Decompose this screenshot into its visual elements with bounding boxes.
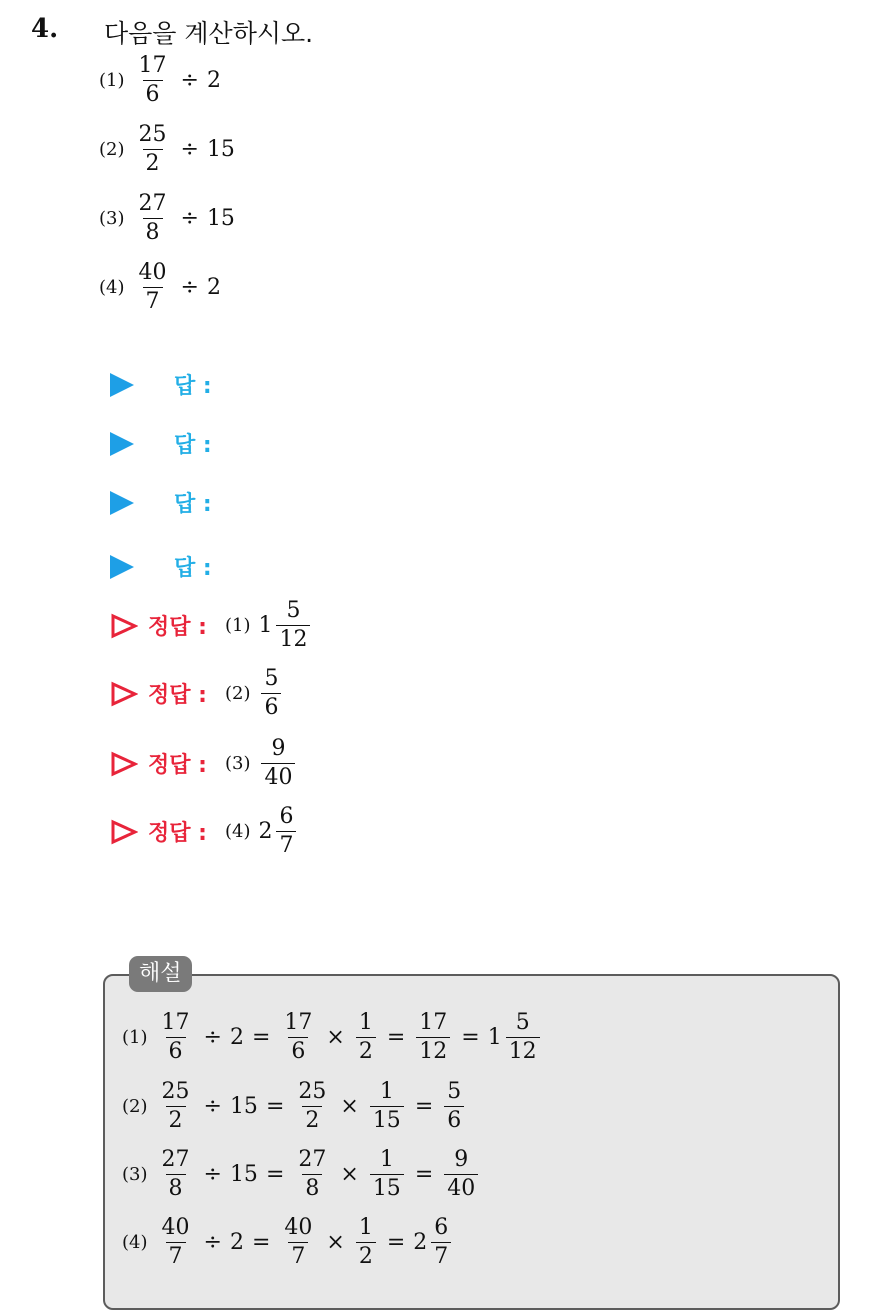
question-text: 다음을 계산하시오. — [104, 19, 314, 48]
divisor: 2 — [206, 275, 221, 300]
denominator: 6 — [166, 1037, 186, 1063]
fraction — [261, 738, 295, 789]
denominator: 7 — [276, 831, 296, 857]
whole-part: 2 — [258, 819, 273, 844]
divisor: 15 — [206, 137, 235, 162]
fraction — [444, 1149, 478, 1200]
correct-label: 정답 : — [148, 753, 207, 778]
divisor: 2 — [229, 1230, 244, 1255]
fraction — [356, 1217, 376, 1268]
fraction — [506, 1012, 540, 1063]
answer-label: 답 : — [174, 374, 212, 399]
denominator: 8 — [143, 218, 163, 244]
denominator: 7 — [288, 1242, 308, 1268]
explanation-line-3 — [122, 1149, 481, 1200]
correct-answer-2 — [110, 668, 284, 719]
fraction — [281, 1217, 315, 1268]
numerator: 5 — [286, 598, 301, 623]
answer-number: (4) — [224, 821, 251, 842]
answer-number: (1) — [224, 615, 251, 636]
outline-triangle-icon — [110, 751, 138, 777]
answer-row-4[interactable] — [110, 551, 212, 582]
equals-sign: = — [414, 1162, 434, 1187]
fraction — [159, 1081, 193, 1132]
fraction — [295, 1081, 329, 1132]
problem-4 — [99, 262, 221, 313]
divisor: 2 — [229, 1025, 244, 1050]
fraction — [159, 1217, 193, 1268]
correct-label: 정답 : — [148, 683, 207, 708]
answer-number: (3) — [224, 753, 251, 774]
whole-part: 1 — [258, 613, 273, 638]
correct-value — [225, 668, 285, 719]
explanation-line-1 — [122, 1012, 543, 1063]
fraction — [136, 55, 170, 106]
problem-label: (2) — [99, 139, 125, 160]
fraction — [281, 1012, 315, 1063]
denominator: 40 — [261, 763, 295, 789]
fraction — [416, 1012, 450, 1063]
numerator: 5 — [515, 1010, 530, 1035]
division-sign: ÷ — [203, 1230, 222, 1255]
denominator: 2 — [356, 1242, 376, 1268]
fraction — [295, 1149, 329, 1200]
divisor: 15 — [206, 206, 235, 231]
denominator: 8 — [302, 1174, 322, 1200]
problem-2 — [99, 124, 235, 175]
play-triangle-icon — [110, 432, 134, 456]
correct-answer-4 — [110, 806, 299, 857]
times-sign: × — [340, 1094, 359, 1119]
correct-label: 정답 : — [148, 821, 207, 846]
numerator: 1 — [379, 1079, 394, 1104]
fraction — [444, 1081, 464, 1132]
numerator: 25 — [298, 1079, 327, 1104]
problem-1 — [99, 55, 221, 106]
equals-sign: = — [386, 1025, 406, 1050]
fraction — [261, 668, 281, 719]
fraction — [136, 193, 170, 244]
outline-triangle-icon — [110, 681, 138, 707]
denominator: 7 — [143, 287, 163, 313]
numerator: 6 — [434, 1215, 449, 1240]
line-label: (4) — [122, 1232, 148, 1253]
numerator: 40 — [284, 1215, 313, 1240]
numerator: 1 — [379, 1147, 394, 1172]
correct-value — [225, 600, 314, 651]
numerator: 25 — [161, 1079, 190, 1104]
line-label: (1) — [122, 1027, 148, 1048]
division-sign: ÷ — [180, 68, 199, 93]
problem-3 — [99, 193, 235, 244]
division-sign: ÷ — [203, 1025, 222, 1050]
answer-row-1[interactable] — [110, 369, 212, 400]
divisor: 2 — [206, 68, 221, 93]
equals-sign: = — [461, 1025, 480, 1050]
play-triangle-icon — [110, 491, 134, 515]
explanation-line-4 — [122, 1217, 454, 1268]
numerator: 1 — [358, 1010, 373, 1035]
numerator: 6 — [279, 804, 294, 829]
times-sign: × — [340, 1162, 359, 1187]
division-sign: ÷ — [180, 275, 199, 300]
equals-sign: = — [265, 1094, 285, 1119]
fraction — [276, 600, 310, 651]
answer-label: 답 : — [174, 433, 212, 458]
explanation-line-2 — [122, 1081, 467, 1132]
divisor: 15 — [229, 1162, 258, 1187]
numerator: 27 — [138, 191, 167, 216]
denominator: 15 — [370, 1106, 404, 1132]
denominator: 2 — [166, 1106, 186, 1132]
outline-triangle-icon — [110, 819, 138, 845]
numerator: 40 — [161, 1215, 190, 1240]
whole-part: 2 — [413, 1230, 428, 1255]
numerator: 17 — [138, 53, 167, 78]
denominator: 12 — [506, 1037, 540, 1063]
numerator: 5 — [264, 666, 279, 691]
correct-value — [225, 806, 300, 857]
denominator: 2 — [356, 1037, 376, 1063]
answer-number: (2) — [224, 683, 251, 704]
fraction — [159, 1149, 193, 1200]
equals-sign: = — [251, 1230, 271, 1255]
denominator: 2 — [143, 149, 163, 175]
times-sign: × — [326, 1230, 345, 1255]
question-number: 4. — [31, 14, 59, 44]
numerator: 9 — [454, 1147, 469, 1172]
problem-label: (3) — [99, 208, 125, 229]
fraction — [136, 124, 170, 175]
line-label: (3) — [122, 1164, 148, 1185]
denominator: 7 — [431, 1242, 451, 1268]
fraction — [159, 1012, 193, 1063]
play-triangle-icon — [110, 373, 134, 397]
numerator: 25 — [138, 122, 167, 147]
problem-label: (1) — [99, 70, 125, 91]
equals-sign: = — [251, 1025, 271, 1050]
denominator: 2 — [302, 1106, 322, 1132]
times-sign: × — [326, 1025, 345, 1050]
fraction — [276, 806, 296, 857]
denominator: 12 — [276, 625, 310, 651]
numerator: 1 — [358, 1215, 373, 1240]
explanation-tag: 해설 — [129, 956, 192, 992]
numerator: 17 — [161, 1010, 190, 1035]
denominator: 6 — [444, 1106, 464, 1132]
correct-label: 정답 : — [148, 615, 207, 640]
outline-triangle-icon — [110, 613, 138, 639]
answer-row-2[interactable] — [110, 428, 212, 459]
equals-sign: = — [414, 1094, 434, 1119]
numerator: 9 — [271, 736, 286, 761]
division-sign: ÷ — [203, 1094, 222, 1119]
play-triangle-icon — [110, 555, 134, 579]
numerator: 27 — [161, 1147, 190, 1172]
numerator: 5 — [447, 1079, 462, 1104]
whole-part: 1 — [487, 1025, 502, 1050]
correct-value — [225, 738, 299, 789]
division-sign: ÷ — [180, 206, 199, 231]
answer-label: 답 : — [174, 492, 212, 517]
line-label: (2) — [122, 1096, 148, 1117]
divisor: 15 — [229, 1094, 258, 1119]
correct-answer-1 — [110, 600, 313, 651]
denominator: 8 — [166, 1174, 186, 1200]
problem-label: (4) — [99, 277, 125, 298]
numerator: 40 — [138, 260, 167, 285]
denominator: 40 — [444, 1174, 478, 1200]
equals-sign: = — [386, 1230, 406, 1255]
fraction — [356, 1012, 376, 1063]
denominator: 6 — [143, 80, 163, 106]
fraction — [370, 1149, 404, 1200]
denominator: 7 — [166, 1242, 186, 1268]
denominator: 6 — [261, 693, 281, 719]
fraction — [431, 1217, 451, 1268]
numerator: 27 — [298, 1147, 327, 1172]
division-sign: ÷ — [203, 1162, 222, 1187]
answer-label: 답 : — [174, 556, 212, 581]
equals-sign: = — [265, 1162, 285, 1187]
numerator: 17 — [284, 1010, 313, 1035]
numerator: 17 — [419, 1010, 448, 1035]
correct-answer-3 — [110, 738, 298, 789]
denominator: 6 — [288, 1037, 308, 1063]
denominator: 12 — [416, 1037, 450, 1063]
fraction — [136, 262, 170, 313]
fraction — [370, 1081, 404, 1132]
answer-row-3[interactable] — [110, 487, 212, 518]
division-sign: ÷ — [180, 137, 199, 162]
denominator: 15 — [370, 1174, 404, 1200]
